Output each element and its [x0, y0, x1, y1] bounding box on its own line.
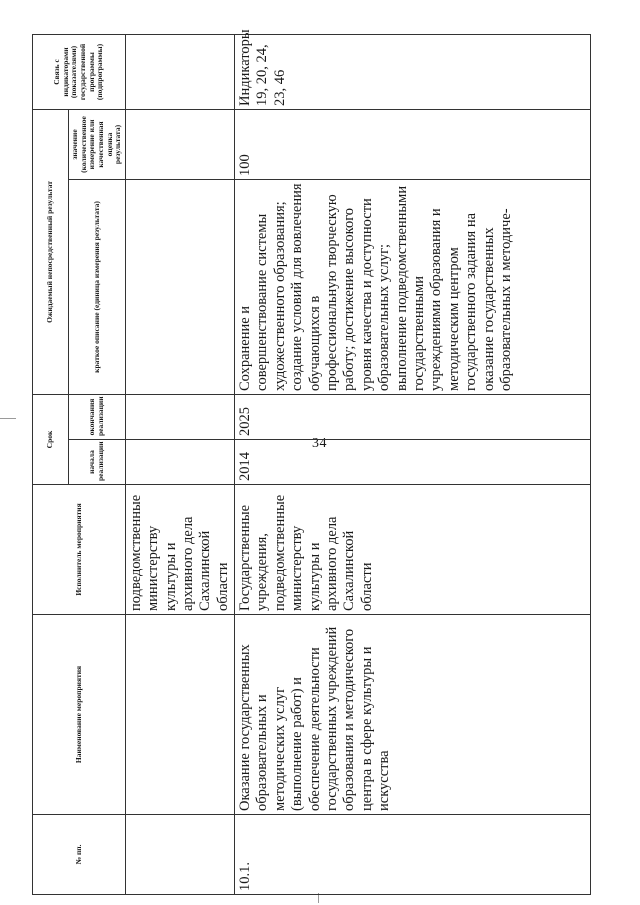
- cell-end: 2025: [235, 394, 591, 439]
- page-number: 34: [312, 436, 327, 451]
- header-result-value: значение (количественное измерение или качественная оценка результата): [69, 109, 126, 179]
- measures-table: [32, 29, 591, 895]
- cell-value: [125, 109, 234, 179]
- header-term-end: окончания реализации: [69, 394, 126, 439]
- header-executor: Исполнитель мероприятия: [33, 485, 126, 615]
- header-result: Ожидаемый непосредственный результат: [33, 109, 69, 394]
- header-name: Наименование мероприятия: [33, 615, 126, 815]
- cell-executor: подведомственные министерству культуры и архивного дела Сахалинской области: [125, 485, 234, 615]
- rotated-table-wrapper: [32, 29, 632, 895]
- cell-desc: Сохранение и совершенствование системы художественного образования; создание условий для вовлечения обучающихся в профессиональную творческую работу; достижение высокого уровня качества и доступности образовательных услуг; выполнение подведомственными государственными учреждениями образования и методическим центром государственного задания на оказание государственных образовательных и методиче-: [235, 179, 591, 394]
- header-row-1: [33, 34, 69, 894]
- cell-start: [125, 440, 234, 485]
- cell-desc: [125, 179, 234, 394]
- cell-executor: Государственные учреждения, подведомственные министерству культуры и архивного дела Сахалинской области: [235, 485, 591, 615]
- header-term-start: начала реализации: [69, 440, 126, 485]
- cell-name: [125, 615, 234, 815]
- cell-num: [125, 815, 234, 895]
- cell-link: Индикаторы 19, 20, 24, 23, 46: [235, 34, 591, 109]
- cell-start: 2014: [235, 440, 591, 485]
- cell-link: [125, 34, 234, 109]
- header-term: Срок: [33, 394, 69, 484]
- table-row: [235, 34, 591, 894]
- cell-name: Оказание государственных образовательных и методических услуг (выполнение работ) и обеспечение деятельности государственных учреждений образования и методического центра в сфере культуры и искусства: [235, 615, 591, 815]
- header-result-desc: краткое описание (единица измерения результата): [69, 179, 126, 394]
- scan-mark-left: [0, 418, 16, 419]
- table-row: [125, 34, 234, 894]
- header-num: № пп.: [33, 815, 126, 895]
- cell-value: 100: [235, 109, 591, 179]
- header-link: Связь с индикаторами (показателями) государственной программы (подпрограммы): [33, 34, 126, 109]
- cell-num: 10.1.: [235, 815, 591, 895]
- cell-end: [125, 394, 234, 439]
